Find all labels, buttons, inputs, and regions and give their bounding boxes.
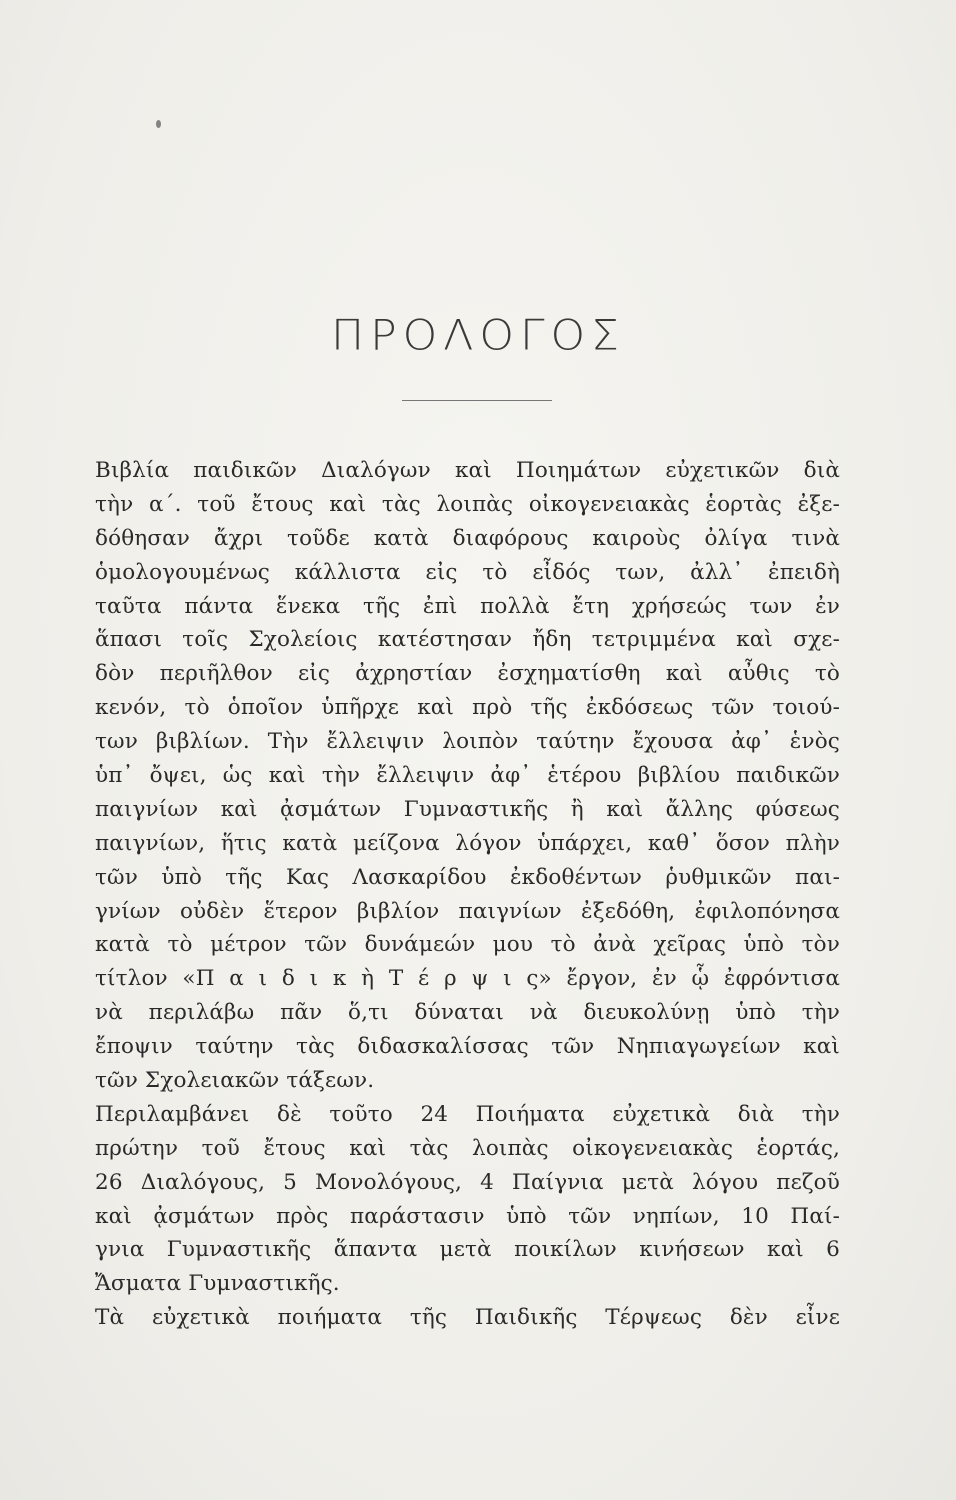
text-line: ὁμολογουμένως κάλλιστα εἰς τὸ εἶδός των, ἀλλ᾽ ἐπειδὴ	[95, 559, 840, 585]
paragraph-end-line: τῶν Σχολειακῶν τάξεων.	[95, 1068, 375, 1094]
text-line: ὑπ᾽ ὄψει, ὡς καὶ τὴν ἔλλειψιν ἀφ᾽ ἑτέρου βιβλίου παιδικῶν	[95, 763, 840, 789]
paragraph-end-line: Ἄσματα Γυμναστικῆς.	[95, 1271, 340, 1297]
text-line: ἅπασι τοῖς Σχολείοις κατέστησαν ἤδη τετριμμένα καὶ σχε-	[95, 627, 840, 653]
text-line: καὶ ᾀσμάτων πρὸς παράστασιν ὑπὸ τῶν νηπίων, 10 Παί-	[95, 1203, 840, 1229]
text-line: νὰ περιλάβω πᾶν ὅ,τι δύναται νὰ διευκολύνῃ ὑπὸ τὴν	[95, 1000, 840, 1026]
text-line: κενόν, τὸ ὁποῖον ὑπῆρχε καὶ πρὸ τῆς ἐκδόσεως τῶν τοιού-	[95, 695, 840, 721]
text-line: Τὰ εὐχετικὰ ποιήματα τῆς Παιδικῆς Τέρψεως δὲν εἶνε	[95, 1305, 840, 1331]
body-text	[95, 454, 840, 1335]
text-line: των βιβλίων. Τὴν ἔλλειψιν λοιπὸν ταύτην ἔχουσα ἀφ᾽ ἑνὸς	[95, 729, 840, 755]
text-line: πρώτην τοῦ ἔτους καὶ τὰς λοιπὰς οἰκογενειακὰς ἑορτάς,	[95, 1135, 840, 1161]
text-line: παιγνίων καὶ ᾀσμάτων Γυμναστικῆς ἢ καὶ ἄλλης φύσεως	[95, 796, 840, 822]
text-line: τίτλον «Π α ι δ ι κ ὴ Τ έ ρ ψ ι ς» ἔργον, ἐν ᾧ ἐφρόντισα	[95, 966, 840, 992]
text-line: τὴν α΄. τοῦ ἔτους καὶ τὰς λοιπὰς οἰκογενειακὰς ἑορτὰς ἐξε-	[95, 491, 840, 517]
text-line: γνίων οὐδὲν ἕτερον βιβλίον παιγνίων ἐξεδόθη, ἐφιλοπόνησα	[95, 898, 840, 924]
text-line: Βιβλία παιδικῶν Διαλόγων καὶ Ποιημάτων εὐχετικῶν διὰ	[95, 458, 840, 483]
text-line: ταῦτα πάντα ἕνεκα τῆς ἐπὶ πολλὰ ἔτη χρήσεώς των ἐν	[95, 593, 840, 619]
text-line: γνια Γυμναστικῆς ἅπαντα μετὰ ποικίλων κινήσεων καὶ 6	[95, 1237, 840, 1263]
ink-speck	[156, 120, 161, 128]
text-line: παιγνίων, ἥτις κατὰ μείζονα λόγον ὑπάρχει, καθ᾽ ὅσον πλὴν	[95, 830, 840, 856]
text-line: τῶν ὑπὸ τῆς Κας Λασκαρίδου ἐκδοθέντων ῥυθμικῶν παι-	[95, 864, 840, 890]
text-line: δὸν περιῆλθον εἰς ἀχρηστίαν ἐσχηματίσθη καὶ αὖθις τὸ	[95, 661, 840, 687]
text-line: Περιλαμβάνει δὲ τοῦτο 24 Ποιήματα εὐχετικὰ διὰ τὴν	[95, 1101, 840, 1127]
text-line: κατὰ τὸ μέτρον τῶν δυνάμεών μου τὸ ἀνὰ χεῖρας ὑπὸ τὸν	[95, 932, 840, 958]
text-line: ἔποψιν ταύτην τὰς διδασκαλίσσας τῶν Νηπιαγωγείων καὶ	[95, 1034, 840, 1060]
title-divider	[402, 400, 552, 401]
page-title: ΠΡΟΛΟΓΟΣ	[331, 311, 625, 360]
text-line: 26 Διαλόγους, 5 Μονολόγους, 4 Παίγνια μετὰ λόγου πεζοῦ	[95, 1169, 840, 1195]
text-line: δόθησαν ἄχρι τοῦδε κατὰ διαφόρους καιροὺς ὀλίγα τινὰ	[95, 525, 840, 551]
